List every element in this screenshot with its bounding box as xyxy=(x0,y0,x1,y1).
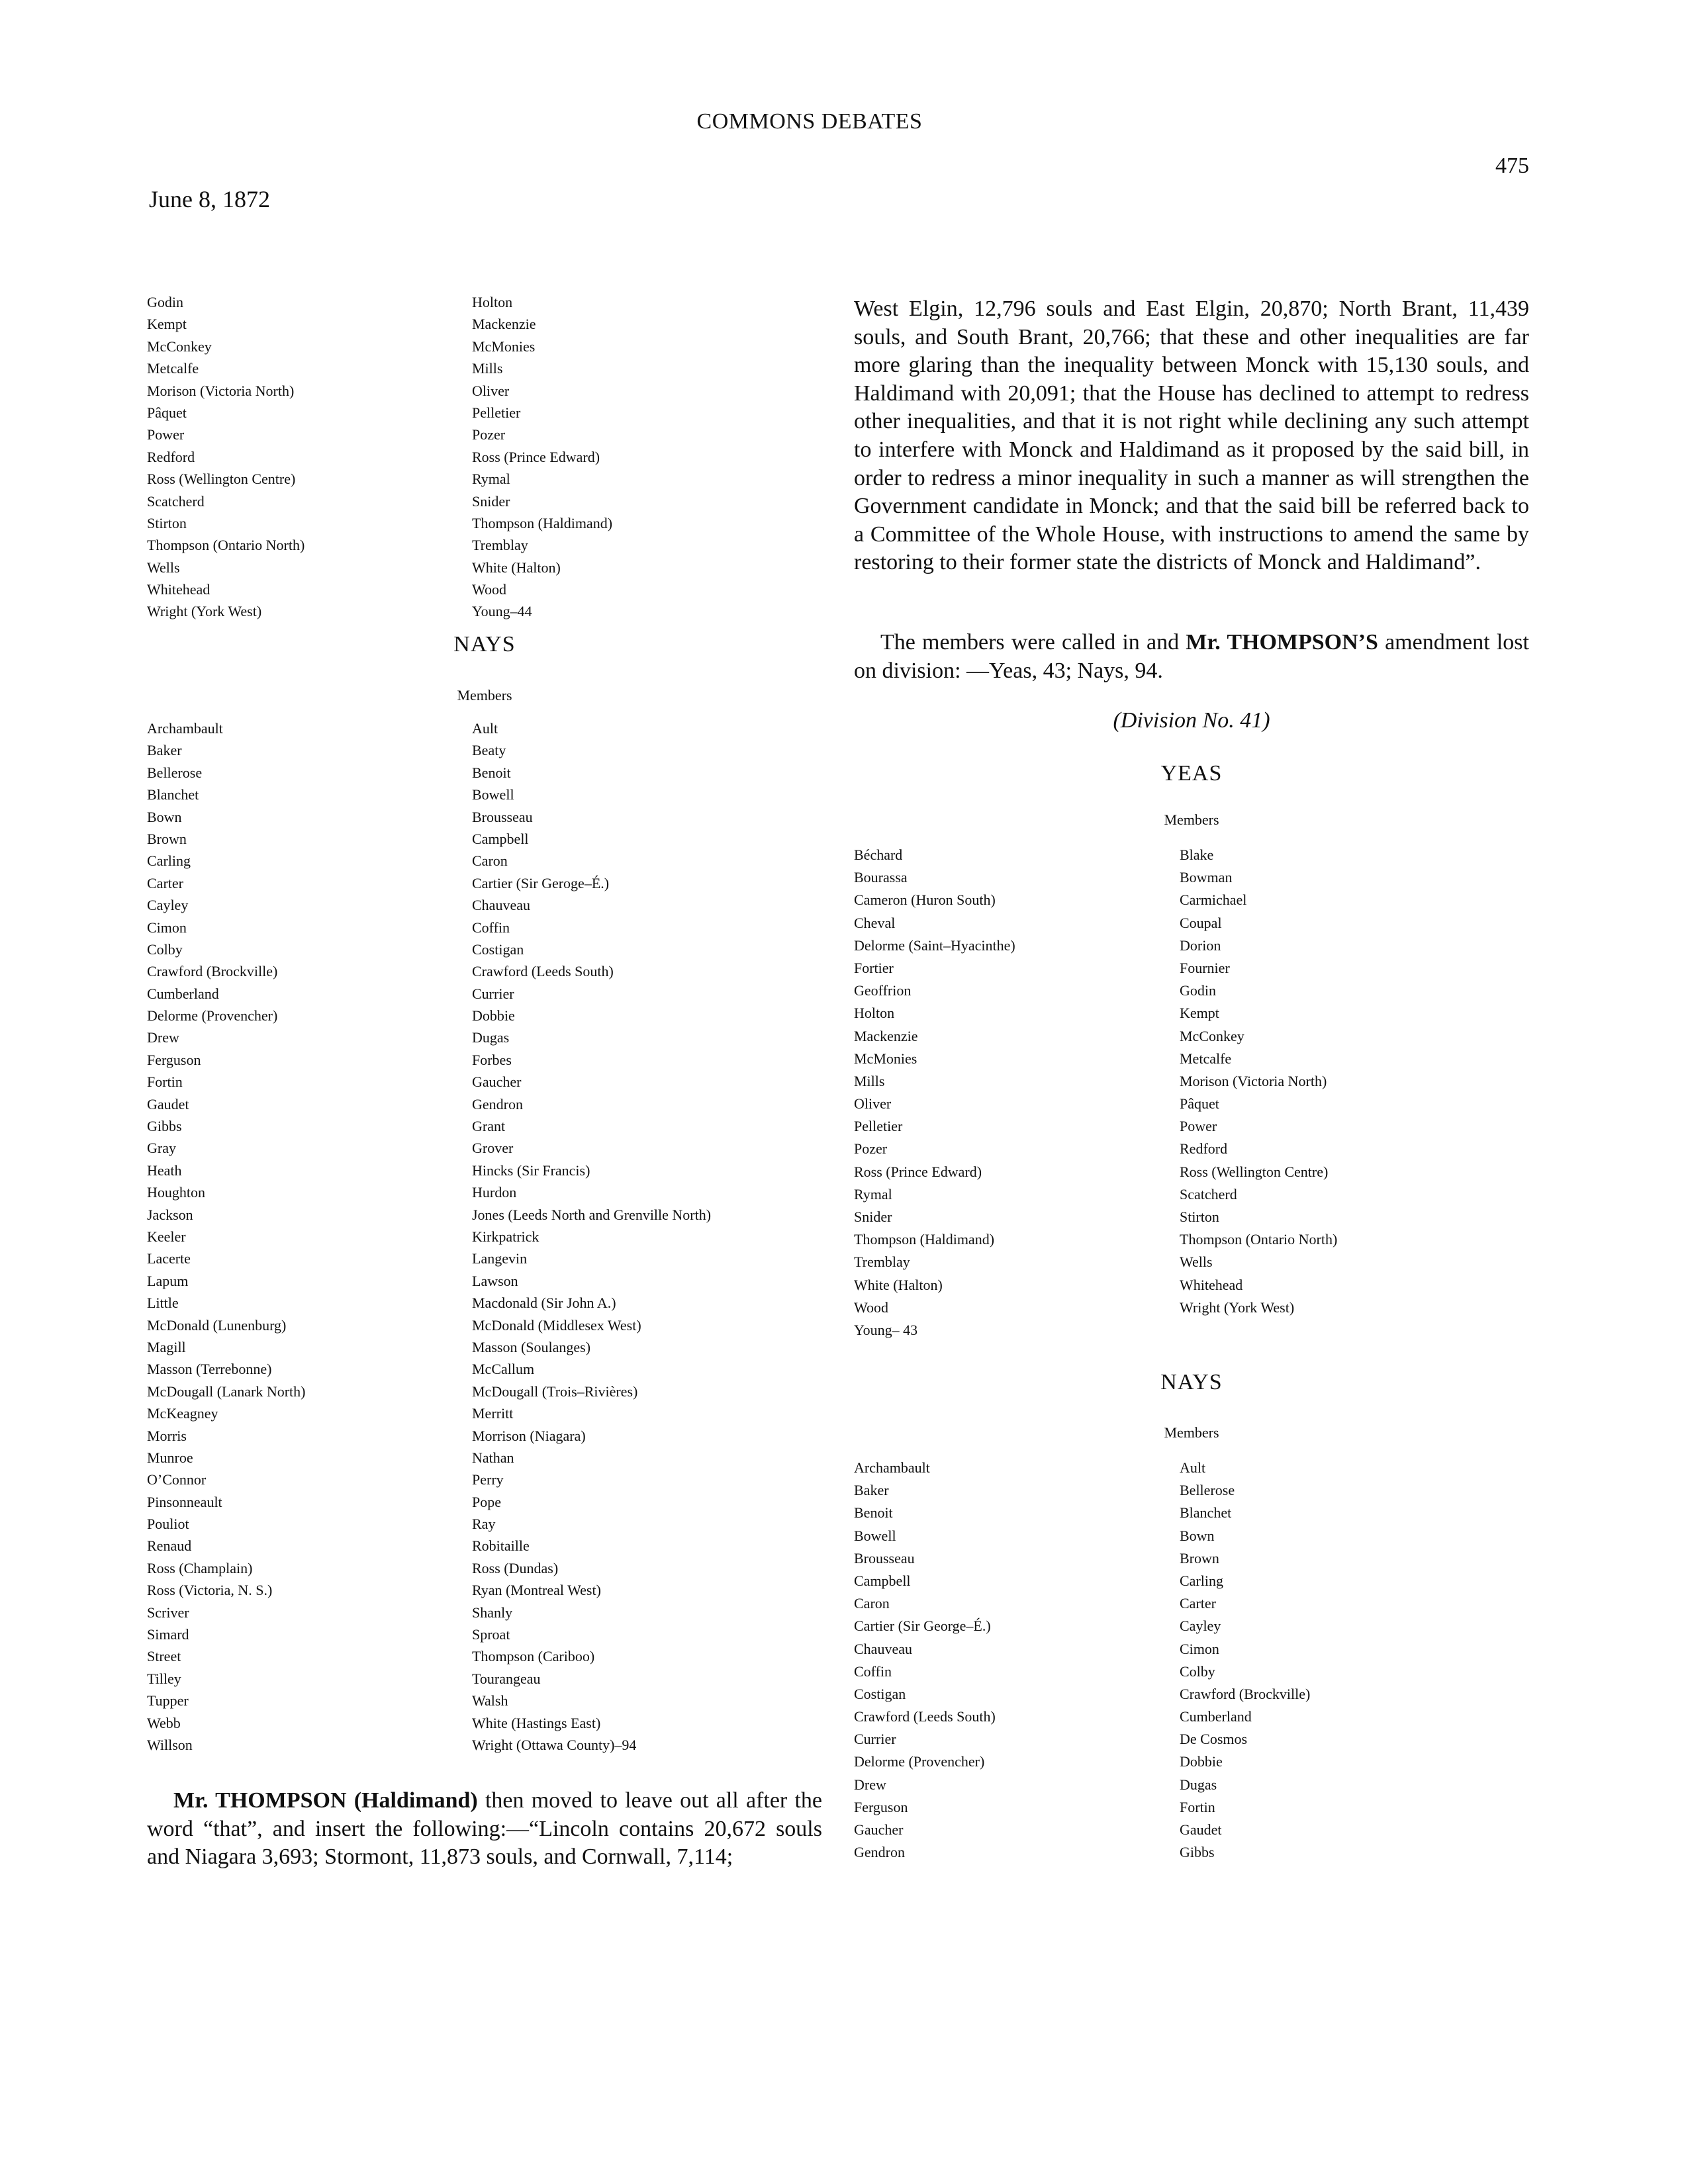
member-name: McDougall (Lanark North) xyxy=(147,1383,306,1400)
member-name: Geoffrion xyxy=(854,982,912,999)
left-nays-column-2 xyxy=(472,717,829,1756)
member-name: Fortier xyxy=(854,959,894,976)
member-name: Dorion xyxy=(1180,936,1221,954)
member-name: Carling xyxy=(1180,1572,1223,1589)
member-list xyxy=(1180,844,1524,1319)
motion-text: then moved to leave out all after the word “that”, and insert the following:—“Lincoln contains 20,672 souls and Niagara 3,693; Stormont, 11,873 souls, and Cornwall, 7,114; xyxy=(147,1788,822,1870)
member-name: Ross (Prince Edward) xyxy=(854,1163,982,1180)
member-name: Wood xyxy=(854,1298,889,1316)
member-name: Bown xyxy=(1180,1527,1215,1544)
debate-date: June 8, 1872 xyxy=(149,186,270,212)
member-name: Blake xyxy=(1180,846,1214,863)
member-name: Bown xyxy=(147,808,182,825)
member-name: Pâquet xyxy=(147,404,187,421)
member-name: McConkey xyxy=(147,338,212,355)
motion-speaker: Mr. THOMPSON (Haldimand) xyxy=(173,1788,478,1813)
member-list xyxy=(147,717,465,1756)
member-name: Whitehead xyxy=(1180,1276,1243,1293)
member-name: Robitaille xyxy=(472,1537,530,1555)
member-name: Kempt xyxy=(147,316,187,333)
member-name: Kempt xyxy=(1180,1005,1219,1022)
member-name: Bowell xyxy=(472,786,514,803)
member-name: Pâquet xyxy=(1180,1095,1219,1113)
right-nays-members-label: Members xyxy=(1164,1424,1219,1441)
member-name: Kirkpatrick xyxy=(472,1228,539,1245)
member-name: Coupal xyxy=(1180,914,1222,931)
left-nays-heading: NAYS xyxy=(453,632,516,657)
motion-paragraph xyxy=(147,1787,822,1872)
member-name: Mills xyxy=(854,1072,885,1089)
member-name: Wood xyxy=(472,581,507,598)
member-name: Pelletier xyxy=(854,1118,903,1135)
member-name: Bellerose xyxy=(147,764,203,781)
member-name: Pinsonneault xyxy=(147,1493,222,1510)
member-name: McDonald (Middlesex West) xyxy=(472,1316,641,1334)
member-name: Gibbs xyxy=(147,1118,182,1135)
member-name: Crawford (Brockville) xyxy=(147,963,278,980)
member-list xyxy=(854,844,1172,1342)
member-name: Scatcherd xyxy=(147,492,205,510)
member-name: Thompson (Cariboo) xyxy=(472,1648,595,1665)
motion-continuation-text: West Elgin, 12,796 souls and East Elgin, 20,870; North Brant, 11,439 souls, and South Brant, 20,766; that these and other inequalities are far more glaring than the inequality between Monck with 15,130 souls, and Haldimand with 20,091; that the House has declined to attempt to redress other inequalities, and that it is not right while declining any such attempt to interfere with Monck and Haldimand as it proposed by the said bill, in order to redress a minor inequality in such a manner as will strengthen the Government candidate in Monck; and that the said bill be referred back to a Committee of the Whole House, with instructions to amend the same by restoring to their former state the districts of Monck and Haldimand”. xyxy=(854,296,1529,575)
member-name: Redford xyxy=(1180,1140,1228,1158)
member-name: Sproat xyxy=(472,1626,510,1643)
member-list xyxy=(147,291,465,623)
member-name: McMonies xyxy=(472,338,536,355)
page-number: 475 xyxy=(1495,154,1529,178)
member-name: Heath xyxy=(147,1161,182,1179)
member-name: Metcalfe xyxy=(147,360,199,377)
division-result xyxy=(854,629,1529,685)
member-name: Carter xyxy=(1180,1595,1216,1612)
member-name: Wright (York West) xyxy=(1180,1298,1295,1316)
member-name: Gendron xyxy=(854,1844,905,1861)
member-name: McDougall (Trois–Rivières) xyxy=(472,1383,638,1400)
member-name: Ross (Prince Edward) xyxy=(472,448,600,465)
member-name: Dobbie xyxy=(472,1007,515,1024)
member-name: Merritt xyxy=(472,1405,514,1422)
member-name: Crawford (Leeds South) xyxy=(472,963,614,980)
member-name: Morris xyxy=(147,1427,187,1444)
member-name: Tilley xyxy=(147,1670,181,1687)
result-prefix: The members were called in and xyxy=(880,630,1186,655)
member-name: White (Halton) xyxy=(854,1276,943,1293)
member-name: Colby xyxy=(1180,1662,1215,1680)
member-name: Gaudet xyxy=(147,1095,189,1113)
member-name: Stirton xyxy=(147,514,187,531)
member-name: Jones (Leeds North and Grenville North) xyxy=(472,1206,712,1223)
member-name: Perry xyxy=(472,1471,504,1488)
left-nays-members-label: Members xyxy=(457,687,512,704)
member-name: McCallum xyxy=(472,1361,535,1378)
member-name: Campbell xyxy=(854,1572,911,1589)
member-name: Godin xyxy=(147,294,183,310)
member-name: Walsh xyxy=(472,1692,508,1709)
member-name: Lawson xyxy=(472,1272,518,1289)
member-name: Brousseau xyxy=(472,808,533,825)
left-yeas-column-1 xyxy=(147,291,465,623)
member-name: Gaudet xyxy=(1180,1821,1222,1838)
member-name: Nathan xyxy=(472,1449,514,1466)
member-name: Morison (Victoria North) xyxy=(1180,1072,1327,1089)
member-name: Cayley xyxy=(147,897,189,914)
member-name: Power xyxy=(147,426,185,443)
member-name: Simard xyxy=(147,1626,189,1643)
member-name: Brown xyxy=(147,830,187,847)
member-name: Costigan xyxy=(854,1685,906,1702)
member-name: Ross (Wellington Centre) xyxy=(147,471,296,488)
member-name: Delorme (Provencher) xyxy=(147,1007,278,1024)
page-header-title: COMMONS DEBATES xyxy=(696,109,923,134)
division-label: (Division No. 41) xyxy=(1113,708,1270,733)
member-name: Metcalfe xyxy=(1180,1050,1232,1067)
member-name: Rymal xyxy=(854,1185,892,1203)
motion-continuation xyxy=(854,295,1529,577)
right-nays-column-1 xyxy=(854,1457,1172,1864)
member-name: Thompson (Haldimand) xyxy=(854,1231,995,1248)
member-name: Ross (Wellington Centre) xyxy=(1180,1163,1329,1180)
member-name: Thompson (Haldimand) xyxy=(472,514,613,531)
member-name: Keeler xyxy=(147,1228,186,1245)
member-name: Cheval xyxy=(854,914,896,931)
member-name: Campbell xyxy=(472,830,529,847)
member-name: Mackenzie xyxy=(472,316,536,333)
member-name: Crawford (Brockville) xyxy=(1180,1685,1311,1702)
member-name: Ross (Dundas) xyxy=(472,1559,559,1576)
member-name: Gaucher xyxy=(854,1821,904,1838)
right-yeas-members-label: Members xyxy=(1164,811,1219,828)
member-name: Grant xyxy=(472,1118,506,1135)
right-nays-heading: NAYS xyxy=(1160,1370,1223,1394)
right-yeas-column-2 xyxy=(1180,844,1524,1319)
member-name: Beaty xyxy=(472,742,506,759)
member-name: Lapum xyxy=(147,1272,189,1289)
member-name: Masson (Soulanges) xyxy=(472,1338,591,1355)
member-name: Thompson (Ontario North) xyxy=(1180,1231,1338,1248)
member-name: McDonald (Lunenburg) xyxy=(147,1316,287,1334)
member-name: Blanchet xyxy=(147,786,199,803)
member-name: Gray xyxy=(147,1140,176,1157)
member-name: Power xyxy=(1180,1118,1217,1135)
member-name: Thompson (Ontario North) xyxy=(147,537,305,554)
member-name: Brown xyxy=(1180,1549,1219,1567)
member-name: Benoit xyxy=(854,1504,893,1522)
member-name: Coffin xyxy=(472,919,510,936)
member-name: Oliver xyxy=(472,382,510,399)
member-name: Willson xyxy=(147,1736,193,1753)
member-name: Mackenzie xyxy=(854,1027,918,1044)
member-name: Delorme (Saint–Hyacinthe) xyxy=(854,936,1015,954)
member-name: Cimon xyxy=(147,919,187,936)
right-nays-column-2 xyxy=(1180,1457,1524,1864)
member-name: Pelletier xyxy=(472,404,521,421)
member-name: Pope xyxy=(472,1493,501,1510)
member-name: Tremblay xyxy=(854,1253,910,1271)
member-name: Bourassa xyxy=(854,869,908,886)
member-list xyxy=(1180,1457,1524,1864)
member-name: Grover xyxy=(472,1140,514,1157)
member-name: Dugas xyxy=(1180,1776,1217,1793)
member-name: Young–44 xyxy=(472,603,532,620)
member-name: Ferguson xyxy=(147,1051,201,1068)
member-name: Cartier (Sir George–É.) xyxy=(854,1617,991,1635)
member-name: Cumberland xyxy=(147,985,219,1002)
member-name: Baker xyxy=(854,1482,889,1499)
member-name: Fortin xyxy=(147,1073,183,1091)
member-name: Cameron (Huron South) xyxy=(854,891,996,909)
member-name: Forbes xyxy=(472,1051,512,1068)
member-name: Ault xyxy=(472,720,498,737)
member-name: Pozer xyxy=(472,426,506,443)
member-name: Béchard xyxy=(854,846,903,863)
member-name: Fortin xyxy=(1180,1798,1215,1815)
member-name: Cartier (Sir Geroge–É.) xyxy=(472,874,610,891)
member-name: Baker xyxy=(147,742,182,759)
right-yeas-column-1 xyxy=(854,844,1172,1342)
member-name: White (Hastings East) xyxy=(472,1714,601,1731)
member-name: Wright (Ottawa County)–94 xyxy=(472,1736,637,1753)
member-name: Ault xyxy=(1180,1459,1206,1476)
result-suffix: amendment lost on division: —Yeas, 43; Nays, 94. xyxy=(854,630,1529,683)
member-name: Bowman xyxy=(1180,869,1233,886)
left-nays-column-1 xyxy=(147,717,465,1756)
member-name: Carter xyxy=(147,874,183,891)
member-name: Wells xyxy=(1180,1253,1213,1271)
member-name: Stirton xyxy=(1180,1208,1219,1225)
member-name: Snider xyxy=(472,492,510,510)
member-name: Crawford (Leeds South) xyxy=(854,1708,996,1725)
member-name: Ross (Victoria, N. S.) xyxy=(147,1582,273,1599)
member-name: Drew xyxy=(854,1776,886,1793)
member-name: Rymal xyxy=(472,471,510,488)
member-name: Archambault xyxy=(147,720,223,737)
member-name: Hincks (Sir Francis) xyxy=(472,1161,590,1179)
member-name: Gendron xyxy=(472,1095,523,1113)
member-name: Coffin xyxy=(854,1662,892,1680)
member-name: O’Connor xyxy=(147,1471,207,1488)
member-name: Archambault xyxy=(854,1459,930,1476)
member-list xyxy=(472,291,816,623)
member-name: Little xyxy=(147,1295,179,1312)
member-name: Whitehead xyxy=(147,581,211,598)
member-list xyxy=(854,1457,1172,1864)
member-name: Carmichael xyxy=(1180,891,1247,909)
member-name: Godin xyxy=(1180,982,1216,999)
member-name: Benoit xyxy=(472,764,511,781)
member-name: Macdonald (Sir John A.) xyxy=(472,1295,616,1312)
member-name: Young– 43 xyxy=(854,1321,918,1338)
member-name: Cayley xyxy=(1180,1617,1221,1635)
member-name: Currier xyxy=(472,985,514,1002)
member-name: Tourangeau xyxy=(472,1670,541,1687)
member-name: Mills xyxy=(472,360,503,377)
member-name: Lacerte xyxy=(147,1250,191,1267)
member-name: Redford xyxy=(147,448,195,465)
member-name: Morison (Victoria North) xyxy=(147,382,295,399)
member-name: Masson (Terrebonne) xyxy=(147,1361,272,1378)
member-name: Dobbie xyxy=(1180,1753,1223,1770)
member-name: Jackson xyxy=(147,1206,193,1223)
member-name: Costigan xyxy=(472,940,524,958)
member-name: Delorme (Provencher) xyxy=(854,1753,985,1770)
member-name: Ray xyxy=(472,1516,496,1533)
member-name: Tupper xyxy=(147,1692,189,1709)
member-name: Caron xyxy=(854,1595,890,1612)
member-name: Cumberland xyxy=(1180,1708,1252,1725)
member-name: Blanchet xyxy=(1180,1504,1232,1522)
member-name: McConkey xyxy=(1180,1027,1244,1044)
member-name: Pouliot xyxy=(147,1516,189,1533)
member-name: De Cosmos xyxy=(1180,1731,1248,1748)
member-name: Wright (York West) xyxy=(147,603,262,620)
member-name: Chauveau xyxy=(472,897,530,914)
member-name: Drew xyxy=(147,1029,179,1046)
member-name: Colby xyxy=(147,940,183,958)
member-name: Holton xyxy=(472,294,513,310)
member-name: White (Halton) xyxy=(472,559,561,576)
left-yeas-column-2 xyxy=(472,291,816,623)
member-name: Snider xyxy=(854,1208,892,1225)
member-name: Ross (Champlain) xyxy=(147,1559,253,1576)
right-yeas-heading: YEAS xyxy=(1160,761,1223,786)
member-name: Holton xyxy=(854,1005,895,1022)
member-name: Langevin xyxy=(472,1250,528,1267)
member-name: Ferguson xyxy=(854,1798,908,1815)
member-name: Oliver xyxy=(854,1095,892,1113)
member-name: Webb xyxy=(147,1714,181,1731)
member-name: Pozer xyxy=(854,1140,888,1158)
member-name: Bowell xyxy=(854,1527,896,1544)
member-name: Shanly xyxy=(472,1604,513,1621)
member-name: Cimon xyxy=(1180,1640,1219,1657)
member-name: Hurdon xyxy=(472,1184,517,1201)
member-name: Carling xyxy=(147,852,191,870)
member-name: Morrison (Niagara) xyxy=(472,1427,586,1444)
member-name: Gibbs xyxy=(1180,1844,1215,1861)
member-name: Scatcherd xyxy=(1180,1185,1237,1203)
member-name: Gaucher xyxy=(472,1073,522,1091)
member-name: McMonies xyxy=(854,1050,917,1067)
member-name: Renaud xyxy=(147,1537,192,1555)
member-name: Fournier xyxy=(1180,959,1230,976)
member-name: Brousseau xyxy=(854,1549,915,1567)
member-name: Bellerose xyxy=(1180,1482,1235,1499)
member-name: McKeagney xyxy=(147,1405,218,1422)
division-number: Division No. 41 xyxy=(1120,708,1263,733)
member-name: Wells xyxy=(147,559,180,576)
member-name: Scriver xyxy=(147,1604,189,1621)
member-name: Dugas xyxy=(472,1029,510,1046)
member-name: Caron xyxy=(472,852,508,870)
member-name: Magill xyxy=(147,1338,186,1355)
member-name: Ryan (Montreal West) xyxy=(472,1582,601,1599)
member-name: Munroe xyxy=(147,1449,193,1466)
member-list xyxy=(472,717,829,1756)
member-name: Houghton xyxy=(147,1184,205,1201)
member-name: Currier xyxy=(854,1731,896,1748)
member-name: Tremblay xyxy=(472,537,528,554)
result-bold: Mr. THOMPSON’S xyxy=(1186,630,1378,655)
member-name: Chauveau xyxy=(854,1640,912,1657)
member-name: Street xyxy=(147,1648,181,1665)
